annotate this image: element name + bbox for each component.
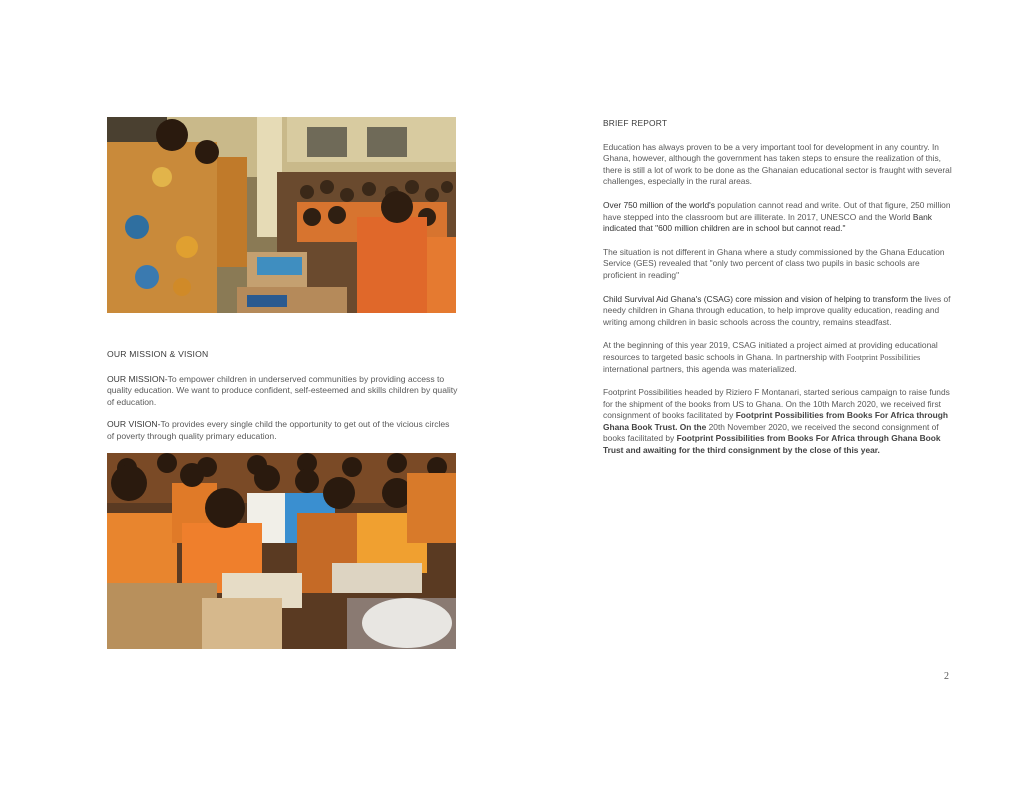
vision-paragraph [107, 419, 459, 442]
mission-label: OUR MISSION- [107, 373, 168, 384]
report-p4-body: lives of needy children in Ghana through education, to help improve quality education, reading and writing among children in basic schools across the country, remains steadfast. [603, 293, 951, 327]
mission-vision-heading: OUR MISSION & VISION [107, 349, 209, 359]
report-p2-lead: Over 750 million of the world's [603, 199, 715, 210]
mission-text: To empower children in underserved communities by providing access to quality education. We want to produce confident, self-esteemed and skills children by quality of education. [107, 373, 458, 407]
vision-label: OUR VISION- [107, 419, 161, 430]
report-p5-a: At the beginning of this year 2019, CSAG initiated a project aimed at providing educational resources to targeted basic schools in Ghana. In partnership with [603, 340, 938, 362]
report-paragraph-5 [603, 340, 955, 375]
report-p5-partner: Footprint Possibilities [846, 352, 921, 362]
report-p6-d: Footprint Possibilities from Books For Africa through Ghana Book Trust and awaiting for the third consignment by the close of this year. [603, 433, 941, 456]
report-paragraph-3: The situation is not different in Ghana where a study commissioned by the Ghana Education Service (GES) revealed that "only two percent of class two pupils in basic schools are proficient in reading" [603, 246, 945, 280]
report-p2-quote: Bank indicated that "600 million children are in school but cannot read." [603, 211, 932, 234]
brief-report-heading: BRIEF REPORT [603, 118, 668, 128]
photo-book-handover [107, 117, 456, 313]
brief-report-section [603, 118, 955, 469]
report-paragraph-6 [603, 387, 955, 457]
report-p5-c: international partners, this agenda was materialized. [603, 363, 797, 374]
report-p6-a: Footprint Possibilities headed by Riziero F Montanari, started serious campaign to raise funds for the shipment of the books from US to Ghana. On the 10th March 2020, we received first consignment of books facilitated by [603, 387, 950, 421]
report-paragraph-2 [603, 200, 955, 235]
report-p6-b: Footprint Possibilities from Books For Africa through Ghana Book Trust. On the [603, 410, 949, 432]
report-paragraph-1: Education has always proven to be a very important tool for development in any country. In Ghana, however, although the government has taken steps to ensure the realization of this, there is still a lot of work to be done as the Ghanaian educational sector is fraught with several challenges, especially in the rural areas. [603, 141, 952, 187]
report-paragraph-4 [603, 294, 955, 329]
vision-text: To provides every single child the opportunity to get out of the vicious circles of poverty through quality primary education. [107, 419, 450, 441]
photo-children-reading-books [107, 453, 456, 649]
page-number: 2 [944, 671, 949, 682]
report-p2-body: population cannot read and write. Out of that figure, 250 million have stepped into the classroom but are illiterate. In 2017, UNESCO and the World [603, 199, 951, 222]
report-p6-c: 20th November 2020, we received the second consignment of books facilitated by [603, 421, 939, 444]
report-p4-lead: Child Survival Aid Ghana's (CSAG) core mission and vision of helping to transform the [603, 293, 923, 304]
mission-vision-section [107, 349, 459, 454]
mission-paragraph [107, 374, 459, 409]
